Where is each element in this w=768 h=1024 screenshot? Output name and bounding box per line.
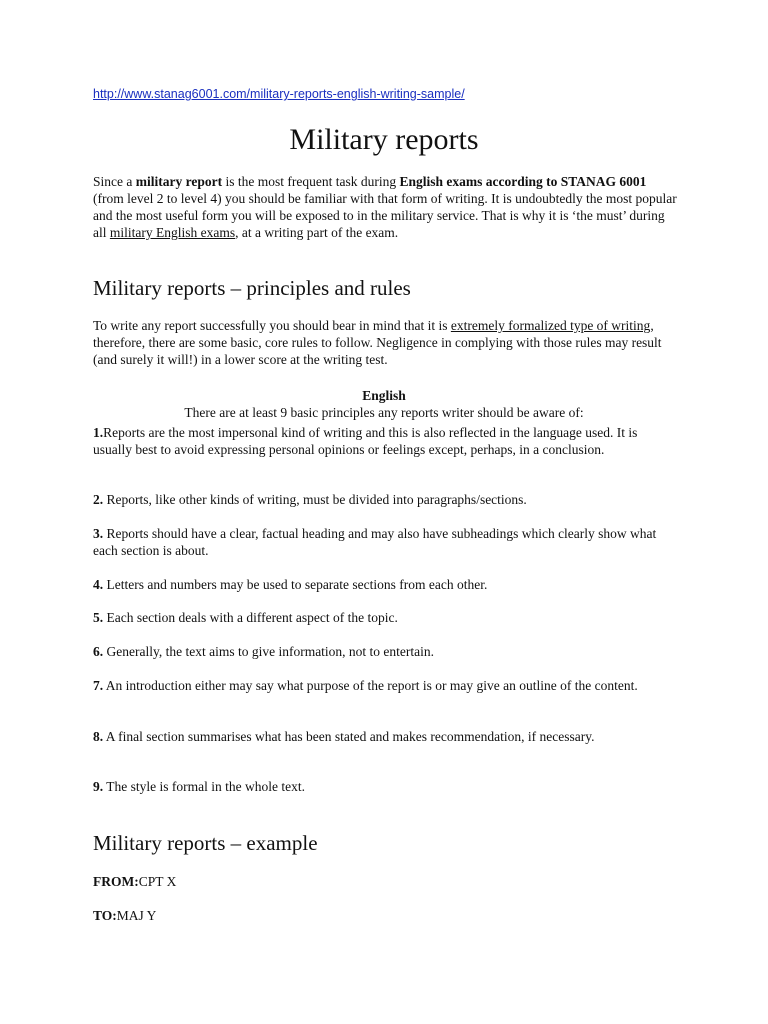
- intro-paragraph: Since a military report is the most frequent task during English exams according to STANAG 6001 (from level 2 to level 4) you should be familiar with that form of writing. It is undoubtedly the most popular and the most useful form you will be exposed to in the military service. That is why it is ‘the must’ during all military English exams, at a writing part of the exam.: [93, 174, 677, 240]
- principle-item-9: 9. The style is formal in the whole text.: [93, 779, 305, 794]
- to-value: MAJ Y: [116, 908, 157, 923]
- to-line: [93, 907, 156, 924]
- source-link[interactable]: http://www.stanag6001.com/military-reports-english-writing-sample/: [93, 87, 465, 101]
- underlined-term-formalized: extremely formalized type of writing: [450, 318, 651, 333]
- underlined-term-military-english-exams: military English exams: [109, 225, 236, 240]
- principles-intro: There are at least 9 basic principles any reports writer should be aware of:: [184, 405, 584, 420]
- principle-item-2: 2. Reports, like other kinds of writing, must be divided into paragraphs/sections.: [93, 492, 527, 507]
- from-label: FROM:: [93, 874, 139, 889]
- principle-item-1: 1.Reports are the most impersonal kind of writing and this is also reflected in the language used. It is usually best to avoid expressing personal opinions or feelings except, perhaps, in a conclusion.: [93, 425, 638, 457]
- page-title: Military reports: [289, 123, 479, 156]
- to-label: TO:: [93, 908, 117, 923]
- principle-item-5: 5. Each section deals with a different aspect of the topic.: [93, 610, 398, 625]
- principle-item-6: 6. Generally, the text aims to give information, not to entertain.: [93, 644, 435, 659]
- principle-item-7: 7. An introduction either may say what purpose of the report is or may give an outline of the content.: [93, 678, 638, 693]
- bold-term-military-report: military report: [135, 174, 223, 189]
- english-label: English: [362, 388, 406, 403]
- from-value: CPT X: [138, 874, 177, 889]
- principle-item-3: 3. Reports should have a clear, factual heading and may also have subheadings which clearly show what each section is about.: [93, 526, 657, 558]
- principle-item-8: 8. A final section summarises what has been stated and makes recommendation, if necessary.: [93, 729, 595, 744]
- rules-paragraph: To write any report successfully you should bear in mind that it is extremely formalized type of writing, therefore, there are some basic, core rules to follow. Negligence in complying with those rules may result (and surely it will!) in a lower score at the writing test.: [93, 318, 662, 367]
- from-line: [93, 873, 176, 890]
- bold-term-english-exams: English exams according to STANAG 6001: [399, 174, 647, 189]
- principle-item-4: 4. Letters and numbers may be used to separate sections from each other.: [93, 577, 488, 592]
- section-heading-example: Military reports – example: [93, 831, 318, 855]
- section-heading-principles: Military reports – principles and rules: [93, 276, 411, 300]
